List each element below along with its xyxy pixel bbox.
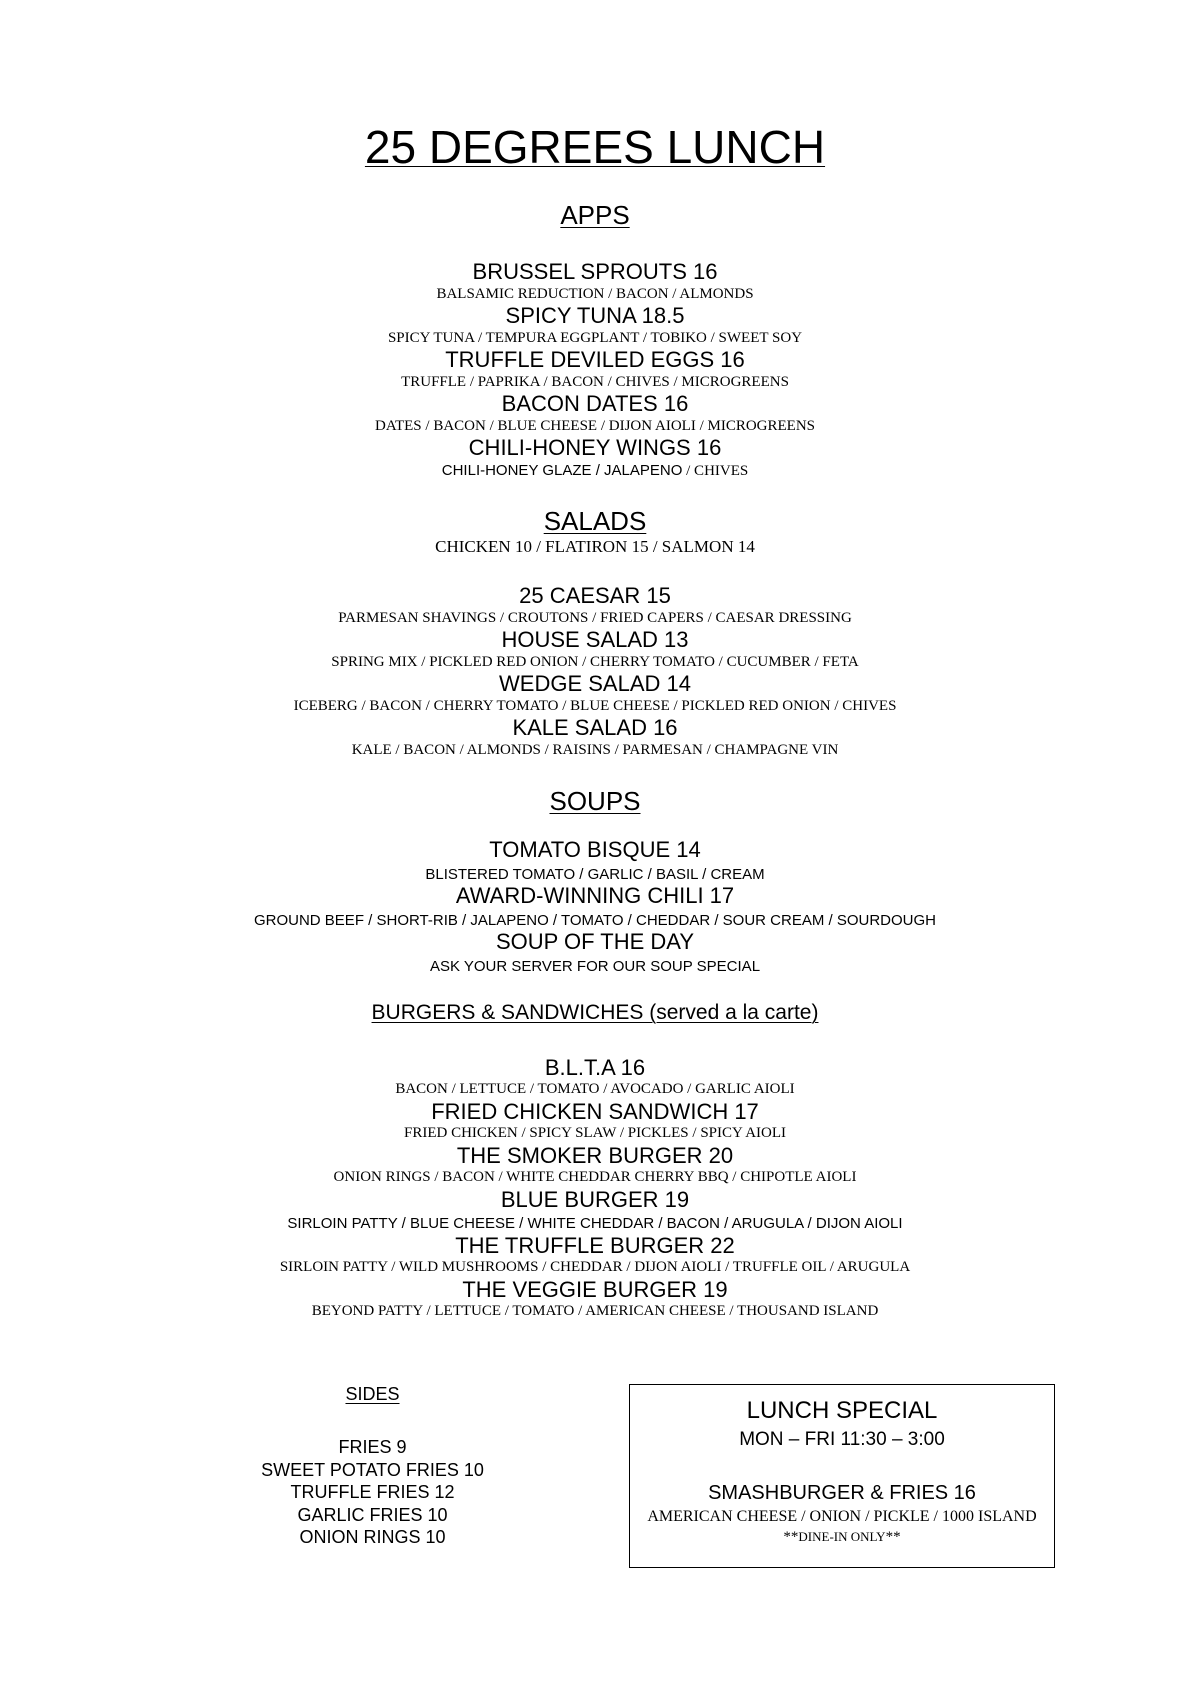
section-heading-salads: SALADS — [543, 506, 647, 536]
note-text: DINE-IN ONLY — [798, 1529, 886, 1544]
menu-item-desc: BALSAMIC REDUCTION / BACON / ALMONDS — [436, 286, 754, 302]
menu-title: 25 DEGREES LUNCH — [364, 121, 826, 173]
menu-item-desc: BLISTERED TOMATO / GARLIC / BASIL / CREAM — [425, 866, 765, 883]
menu-item-name: KALE SALAD 16 — [512, 715, 678, 740]
section-heading-sides: SIDES — [345, 1384, 400, 1404]
menu-item-desc: SIRLOIN PATTY / WILD MUSHROOMS / CHEDDAR / DIJON AIOLI / TRUFFLE OIL / ARUGULA — [279, 1259, 911, 1275]
menu-item-name: THE SMOKER BURGER 20 — [456, 1143, 734, 1168]
menu-item-desc: SIRLOIN PATTY / BLUE CHEESE / WHITE CHEDDAR / BACON / ARUGULA / DIJON AIOLI — [287, 1215, 903, 1232]
section-heading-burgers: BURGERS & SANDWICHES (served a la carte) — [371, 1001, 819, 1024]
menu-item-desc: ONION RINGS / BACON / WHITE CHEDDAR CHERRY BBQ / CHIPOTLE AIOLI — [333, 1169, 857, 1185]
menu-item-name: AWARD-WINNING CHILI 17 — [455, 883, 735, 908]
lunch-special-box — [629, 1384, 1055, 1568]
menu-item-desc-part: / CHIVES — [682, 463, 749, 479]
menu-item-desc: ASK YOUR SERVER FOR OUR SOUP SPECIAL — [429, 958, 761, 975]
menu-item-name: BACON DATES 16 — [501, 391, 689, 416]
menu-item-name: WEDGE SALAD 14 — [499, 671, 691, 696]
menu-item-name: TOMATO BISQUE 14 — [489, 837, 701, 862]
menu-item-name: TRUFFLE DEVILED EGGS 16 — [445, 347, 745, 372]
menu-item-desc — [0, 462, 1190, 480]
menu-item-name: SOUP OF THE DAY — [495, 929, 695, 954]
menu-item-desc: KALE / BACON / ALMONDS / RAISINS / PARMESAN / CHAMPAGNE VIN — [351, 742, 839, 758]
menu-item-desc: BEYOND PATTY / LETTUCE / TOMATO / AMERICAN CHEESE / THOUSAND ISLAND — [311, 1303, 879, 1319]
menu-item-desc: TRUFFLE / PAPRIKA / BACON / CHIVES / MICROGREENS — [401, 374, 789, 390]
menu-item-name: CHILI-HONEY WINGS 16 — [468, 435, 722, 460]
menu-item-desc: ICEBERG / BACON / CHERRY TOMATO / BLUE CHEESE / PICKLED RED ONION / CHIVES — [293, 698, 897, 714]
menu-item-desc: BACON / LETTUCE / TOMATO / AVOCADO / GARLIC AIOLI — [395, 1081, 795, 1097]
menu-item-name: 25 CAESAR 15 — [519, 583, 671, 608]
menu-item-desc: GROUND BEEF / SHORT-RIB / JALAPENO / TOMATO / CHEDDAR / SOUR CREAM / SOURDOUGH — [253, 912, 937, 929]
side-item: FRIES 9 — [338, 1437, 407, 1457]
dine-in-only-note — [630, 1529, 1054, 1546]
section-heading-apps: APPS — [560, 200, 630, 230]
menu-item-name: BRUSSEL SPROUTS 16 — [472, 259, 718, 284]
menu-item-name: THE TRUFFLE BURGER 22 — [455, 1233, 735, 1258]
menu-item-desc: SPICY TUNA / TEMPURA EGGPLANT / TOBIKO / SWEET SOY — [387, 330, 803, 346]
lunch-special-title: LUNCH SPECIAL — [746, 1397, 938, 1424]
lunch-special-item: SMASHBURGER & FRIES 16 — [708, 1482, 976, 1504]
note-stars: ** — [783, 1529, 799, 1545]
menu-item-desc: DATES / BACON / BLUE CHEESE / DIJON AIOLI / MICROGREENS — [374, 418, 815, 434]
side-item: ONION RINGS 10 — [299, 1527, 446, 1547]
menu-item-desc-part: CHILI-HONEY GLAZE / JALAPENO — [441, 462, 683, 479]
lunch-special-hours: MON – FRI 11:30 – 3:00 — [739, 1429, 945, 1450]
lunch-special-desc: AMERICAN CHEESE / ONION / PICKLE / 1000 ISLAND — [647, 1508, 1037, 1525]
menu-item-name: HOUSE SALAD 13 — [501, 627, 689, 652]
menu-item-name: FRIED CHICKEN SANDWICH 17 — [431, 1099, 759, 1124]
section-heading-soups: SOUPS — [549, 786, 641, 816]
side-item: GARLIC FRIES 10 — [297, 1505, 448, 1525]
menu-item-name: SPICY TUNA 18.5 — [505, 303, 685, 328]
menu-item-desc: SPRING MIX / PICKLED RED ONION / CHERRY TOMATO / CUCUMBER / FETA — [331, 654, 859, 670]
menu-item-name: THE VEGGIE BURGER 19 — [462, 1277, 728, 1302]
menu-item-desc: FRIED CHICKEN / SPICY SLAW / PICKLES / SPICY AIOLI — [403, 1125, 787, 1141]
menu-item-name: BLUE BURGER 19 — [500, 1187, 690, 1212]
salad-addons: CHICKEN 10 / FLATIRON 15 / SALMON 14 — [435, 537, 755, 556]
menu-item-name: B.L.T.A 16 — [544, 1055, 646, 1080]
side-item: SWEET POTATO FRIES 10 — [261, 1460, 484, 1480]
side-item: TRUFFLE FRIES 12 — [290, 1482, 455, 1502]
menu-item-desc: PARMESAN SHAVINGS / CROUTONS / FRIED CAPERS / CAESAR DRESSING — [338, 610, 852, 626]
note-stars: ** — [885, 1529, 901, 1545]
